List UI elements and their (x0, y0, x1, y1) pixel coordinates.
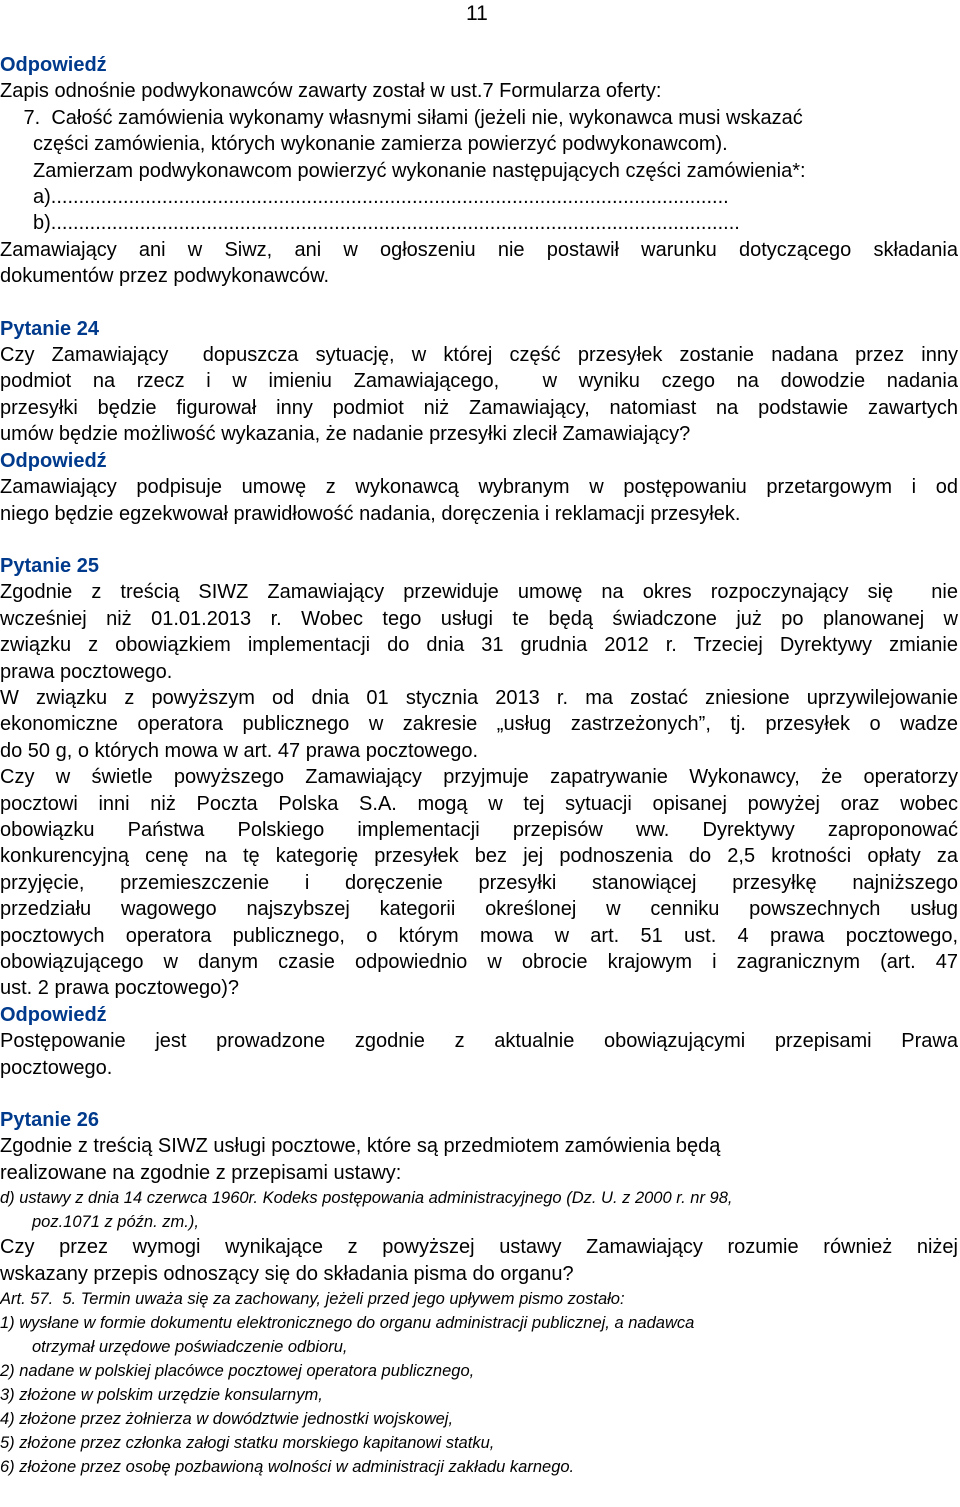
answer-text-line: Zamawiający podpisuje umowę z wykonawcą wybranym w postępowaniu przetargowym i od (0, 476, 958, 499)
answer-heading: Odpowiedź (0, 449, 107, 472)
paragraph: Zapis odnośnie podwykonawców zawarty został w ust.7 Formularza oferty: (0, 80, 662, 103)
question-text-line: konkurencyjną cenę na tę kategorię przesyłek bez jej podnoszenia do 2,5 krotności opłaty za (0, 845, 958, 868)
question-text-line: przedziału wagowego najszybszej kategorii określonej w cenniku powszechnych usług (0, 898, 958, 921)
quoted-statute-line: 3) złożone w polskim urzędzie konsularnym, (0, 1386, 323, 1405)
spacer (0, 1081, 958, 1107)
spacer (0, 527, 958, 553)
question-text-line: do 50 g, o których mowa w art. 47 prawa pocztowego. (0, 739, 479, 762)
question-text-line: wskazany przepis odnoszący się do składania pisma do organu? (0, 1262, 574, 1285)
question-text-line: podmiot na rzecz i w imieniu Zamawiającego, w wyniku czego na dowodzie nadania (0, 370, 958, 393)
question-text-line: umów będzie możliwość wykazania, że nadanie przesyłki zlecił Zamawiający? (0, 423, 691, 446)
answer-text-line: Postępowanie jest prowadzone zgodnie z aktualnie obowiązującymi przepisami Prawa (0, 1030, 958, 1053)
blank-line-b-tail: . (734, 212, 740, 235)
question-text-line: wcześniej niż 01.01.2013 r. Wobec tego usługi te będą świadczone już po planowanej w (0, 607, 958, 630)
quoted-statute-line: Art. 57. 5. Termin uważa się za zachowany, jeżeli przed jego upływem pismo zostało: (0, 1290, 625, 1309)
quoted-statute-line: 5) złożone przez członka załogi statku morskiego kapitanowi statku, (0, 1434, 495, 1453)
answer-heading: Odpowiedź (0, 1003, 107, 1026)
quoted-statute-line: 1) wysłane w formie dokumentu elektronicznego do organu administracji publicznej, a nadawca (0, 1314, 695, 1333)
blank-line-b-dots: b)........................................................................................................................... (33, 212, 735, 235)
question-text-line: ekonomiczne operatora publicznego w zakresie „usług zastrzeżonych”, tj. przesyłek o wadze (0, 713, 958, 736)
question-text-line: ust. 2 prawa pocztowego)? (0, 977, 240, 1000)
answer-text-line: niego będzie egzekwował prawidłowość nadania, doręczenia i reklamacji przesyłek. (0, 502, 741, 525)
quoted-statute-line: 6) złożone przez osobę pozbawioną wolności w administracji zakładu karnego. (0, 1458, 575, 1477)
answer-text-line: dokumentów przez podwykonawców. (0, 265, 330, 288)
page-number: 11 (466, 2, 488, 25)
question-text-line: prawa pocztowego. (0, 660, 173, 683)
answer-text-line: pocztowego. (0, 1056, 113, 1079)
blank-line-b (0, 210, 958, 236)
blank-line-a: a).......................................................................................................................... (33, 186, 729, 209)
list-item-continuation: części zamówienia, których wykonanie zamierza powierzyć podwykonawcom). (33, 133, 728, 156)
question-heading: Pytanie 25 (0, 554, 99, 577)
list-item: 7. Całość zamówienia wykonamy własnymi siłami (jeżeli nie, wykonawca musi wskazać (18, 106, 803, 129)
quoted-statute-line: 4) złożone przez żołnierza w dowództwie jednostki wojskowej, (0, 1410, 454, 1429)
question-heading: Pytanie 26 (0, 1109, 99, 1132)
question-text-line: związku z obowiązkiem implementacji do dnia 31 grudnia 2012 r. Trzeciej Dyrektywy zmianie (0, 634, 958, 657)
question-text-line: W związku z powyższym od dnia 01 stycznia 2013 r. ma zostać zniesione uprzywilejowanie (0, 686, 958, 709)
question-text-line: Czy Zamawiający dopuszcza sytuację, w której część przesyłek zostanie nadana przez inny (0, 344, 958, 367)
spacer (0, 290, 958, 316)
question-text-line: Zgodnie z treścią SIWZ Zamawiający przewiduje umowę na okres rozpoczynający się nie (0, 581, 958, 604)
page-content (0, 52, 958, 1479)
question-text-line: Czy przez wymogi wynikające z powyższej ustawy Zamawiający rozumie również niżej (0, 1236, 958, 1259)
list-item-continuation: Zamierzam podwykonawcom powierzyć wykonanie następujących części zamówienia*: (33, 159, 806, 182)
question-text-line: Czy w świetle powyższego Zamawiający przyjmuje zapatrywanie Wykonawcy, że operatorzy (0, 766, 958, 789)
question-text-line: pocztowi inni niż Poczta Polska S.A. mogą w tej sytuacji opisanej powyżej oraz wobec (0, 792, 958, 815)
question-text-line: Zgodnie z treścią SIWZ usługi pocztowe, które są przedmiotem zamówienia będą (0, 1135, 721, 1158)
answer-text-line: Zamawiający ani w Siwz, ani w ogłoszeniu nie postawił warunku dotyczącego składania (0, 238, 958, 261)
quoted-statute-line: poz.1071 z późn. zm.), (32, 1213, 199, 1232)
question-text-line: obowiązującego w danym czasie odpowiednio w obrocie krajowym i zagranicznym (art. 47 (0, 951, 958, 973)
question-text-line: przesyłki będzie figurował inny podmiot niż Zamawiający, natomiast na podstawie zawartych (0, 396, 958, 419)
quoted-statute-line: d) ustawy z dnia 14 czerwca 1960r. Kodeks postępowania administracyjnego (Dz. U. z 2000 r. nr 98, (0, 1189, 733, 1208)
quoted-statute-line: 2) nadane w polskiej placówce pocztowej operatora publicznego, (0, 1362, 475, 1381)
question-text-line: realizowane na zgodnie z przepisami ustawy: (0, 1161, 402, 1184)
question-text-line: obowiązku Państwa Polskiego implementacji przepisów ww. Dyrektywy zaproponować (0, 818, 958, 841)
quoted-statute-line: otrzymał urzędowe poświadczenie odbioru, (32, 1338, 348, 1357)
question-text-line: przyjęcie, przemieszczenie i doręczenie przesyłki stanowiącej przesyłkę najniższego (0, 871, 958, 894)
answer-heading: Odpowiedź (0, 54, 107, 76)
question-heading: Pytanie 24 (0, 317, 99, 340)
question-text-line: pocztowych operatora publicznego, o którym mowa w art. 51 ust. 4 prawa pocztowego, (0, 924, 958, 947)
